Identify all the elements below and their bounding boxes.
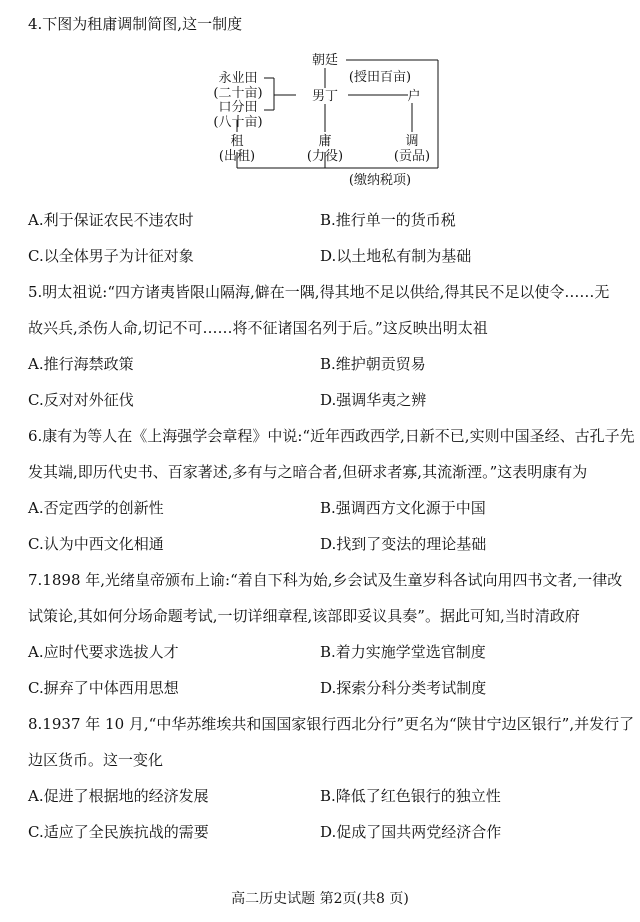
- q8-option-b: B.降低了红色银行的独立性: [320, 787, 501, 805]
- q6-stem-line2: 发其端,即历代史书、百家著述,多有与之暗合者,但研求者寡,其流渐湮。”这表明康有为: [28, 463, 588, 481]
- q6-option-a: A.否定西学的创新性: [28, 499, 164, 517]
- q5-option-b: B.维护朝贡贸易: [320, 355, 426, 373]
- q7-stem-line2: 试策论,其如何分场命题考试,一切详细章程,该部即妥议具奏”。据此可知,当时清政府: [28, 607, 580, 625]
- q7-stem-line1: 7.1898 年,光绪皇帝颁布上谕:“着自下科为始,乡会试及生童岁科各试向用四书文者,一律改: [28, 571, 623, 589]
- q5-option-d: D.强调华夷之辨: [320, 391, 427, 409]
- q7-option-a: A.应时代要求选拔人才: [28, 643, 179, 661]
- diao-sub-label: (贡品): [393, 149, 431, 164]
- koufen-label: 口分田: [218, 100, 258, 115]
- q5-stem-line2: 故兴兵,杀伤人命,切记不可……将不征诸国名列于后。”这反映出明太祖: [28, 319, 488, 337]
- page-footer: 高二历史试题 第2页(共8 页): [231, 891, 409, 907]
- koufen-sub-label: (八十亩): [213, 115, 263, 130]
- q5-option-c: C.反对对外征伐: [28, 391, 134, 409]
- yongye-label: 永业田: [218, 71, 258, 86]
- q4-option-a: A.利于保证农民不违农时: [28, 211, 194, 229]
- q8-option-d: D.促成了国共两党经济合作: [320, 823, 502, 841]
- q6-option-d: D.找到了变法的理论基础: [320, 535, 487, 553]
- yongye-sub-label: (二十亩): [213, 86, 263, 101]
- q4-option-d: D.以土地私有制为基础: [320, 247, 472, 265]
- zu-label: 租: [230, 134, 244, 149]
- q5-option-a: A.推行海禁政策: [28, 355, 134, 373]
- q7-option-d: D.探索分科分类考试制度: [320, 679, 487, 697]
- q4-option-b: B.推行单一的货币税: [320, 211, 456, 229]
- yong-label: 庸: [318, 134, 332, 149]
- household-label: 户: [407, 89, 421, 104]
- zu-sub-label: (出租): [218, 149, 256, 164]
- q8-option-c: C.适应了全民族抗战的需要: [28, 823, 209, 841]
- q8-option-a: A.促进了根据地的经济发展: [28, 787, 209, 805]
- q7-option-c: C.摒弃了中体西用思想: [28, 679, 179, 697]
- court-label: 朝廷: [311, 53, 339, 68]
- q8-stem-line1: 8.1937 年 10 月,“中华苏维埃共和国国家银行西北分行”更名为“陕甘宁边区银行”,并发行了: [28, 715, 635, 733]
- q4-option-c: C.以全体男子为计征对象: [28, 247, 194, 265]
- q7-option-b: B.着力实施学堂选官制度: [320, 643, 486, 661]
- grant-label: (授田百亩): [348, 70, 412, 85]
- q4-stem: 4.下图为租庸调制简图,这一制度: [28, 15, 243, 33]
- q6-option-b: B.强调西方文化源于中国: [320, 499, 486, 517]
- yong-sub-label: (力役): [306, 149, 344, 164]
- q5-stem-line1: 5.明太祖说:“四方诸夷皆限山隔海,僻在一隅,得其地不足以供给,得其民不足以使令……无: [28, 283, 610, 301]
- tax-label: (缴纳税项): [348, 173, 412, 188]
- q8-stem-line2: 边区货币。这一变化: [28, 751, 164, 769]
- q6-stem-line1: 6.康有为等人在《上海强学会章程》中说:“近年西政西学,日新不已,实则中国圣经、古孔子先: [28, 427, 635, 445]
- male-label: 男丁: [311, 89, 339, 104]
- diao-label: 调: [405, 134, 419, 149]
- q6-option-c: C.认为中西文化相通: [28, 535, 164, 553]
